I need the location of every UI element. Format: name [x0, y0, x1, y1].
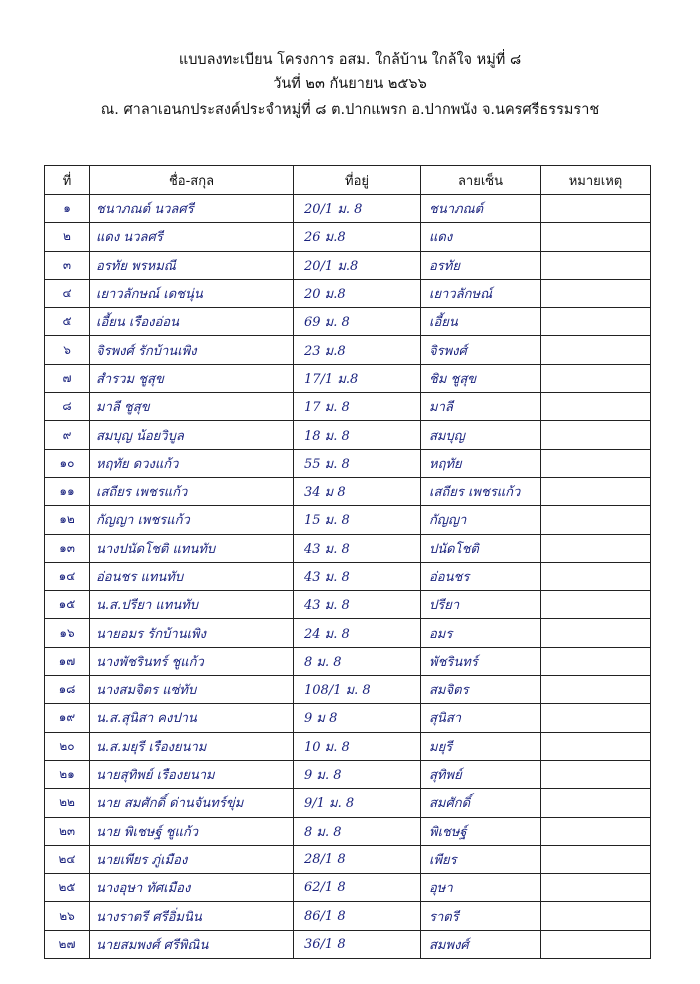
participant-signature: อ่อนชร — [421, 562, 541, 590]
participant-note — [541, 704, 651, 732]
participant-name: น.ส.ปรียา แทนทับ — [90, 591, 294, 619]
participant-signature: ปรียา — [421, 591, 541, 619]
table-row — [45, 619, 651, 647]
row-number: ๑๒ — [45, 506, 90, 534]
participant-address: 17 ม. 8 — [294, 393, 421, 421]
table-row — [45, 562, 651, 590]
participant-address: 26 ม.8 — [294, 223, 421, 251]
form-location: ณ. ศาลาเอนกประสงค์ประจำหมู่ที่ ๘ ต.ปากแพรก อ.ปากพนัง จ.นครศรีธรรมราช — [100, 102, 600, 118]
table-row — [45, 817, 651, 845]
table-row — [45, 647, 651, 675]
participant-note — [541, 279, 651, 307]
participant-note — [541, 195, 651, 223]
table-row — [45, 930, 651, 958]
participant-address: 34 ม 8 — [294, 477, 421, 505]
participant-signature: พัชรินทร์ — [421, 647, 541, 675]
participant-name: นายอมร รักบ้านเพิง — [90, 619, 294, 647]
participant-name: นาย สมศักดิ์ ด่านจันทร์ขุ่ม — [90, 789, 294, 817]
participant-signature: ชนาภณต์ — [421, 195, 541, 223]
participant-address: 8 ม. 8 — [294, 817, 421, 845]
participant-name: เยาวลักษณ์ เดชนุ่น — [90, 279, 294, 307]
participant-name: อ่อนชร แทนทับ — [90, 562, 294, 590]
participant-signature: หฤทัย — [421, 449, 541, 477]
table-row — [45, 336, 651, 364]
participant-name: นายสมพงศ์ ศรีพิณิน — [90, 930, 294, 958]
participant-note — [541, 364, 651, 392]
table-row — [45, 760, 651, 788]
participant-name: หฤทัย ดวงแก้ว — [90, 449, 294, 477]
participant-address: 23 ม.8 — [294, 336, 421, 364]
participant-name: นางสมจิตร แซ่ทับ — [90, 676, 294, 704]
participant-name: แดง นวลศรี — [90, 223, 294, 251]
table-row — [45, 421, 651, 449]
table-row — [45, 364, 651, 392]
participant-name: สมบุญ น้อยวิบูล — [90, 421, 294, 449]
participant-address: 36/1 8 — [294, 930, 421, 958]
row-number: ๑๔ — [45, 562, 90, 590]
column-header-note: หมายเหตุ — [541, 166, 651, 195]
participant-name: เอี้ยน เรืองอ่อน — [90, 308, 294, 336]
participant-address: 17/1 ม.8 — [294, 364, 421, 392]
participant-address: 62/1 8 — [294, 874, 421, 902]
participant-name: น.ส.สุนิสา คงปาน — [90, 704, 294, 732]
row-number: ๓ — [45, 251, 90, 279]
participant-note — [541, 789, 651, 817]
participant-note — [541, 562, 651, 590]
table-row — [45, 845, 651, 873]
column-header-name: ชื่อ-สกุล — [90, 166, 294, 195]
participant-address: 15 ม. 8 — [294, 506, 421, 534]
participant-address: 69 ม. 8 — [294, 308, 421, 336]
row-number: ๔ — [45, 279, 90, 307]
participant-signature: พิเชษฐ์ — [421, 817, 541, 845]
column-header-address: ที่อยู่ — [294, 166, 421, 195]
row-number: ๑๓ — [45, 534, 90, 562]
row-number: ๒๓ — [45, 817, 90, 845]
table-row — [45, 223, 651, 251]
table-row — [45, 534, 651, 562]
participant-name: น.ส.มยุรี เรืองยนาม — [90, 732, 294, 760]
participant-note — [541, 732, 651, 760]
participant-name: นางปนัดโชติ แทนทับ — [90, 534, 294, 562]
column-header-number: ที่ — [45, 166, 90, 195]
table-row — [45, 704, 651, 732]
row-number: ๘ — [45, 393, 90, 421]
participant-signature: สมบุญ — [421, 421, 541, 449]
row-number: ๒๑ — [45, 760, 90, 788]
column-header-signature: ลายเซ็น — [421, 166, 541, 195]
participant-signature: เสถียร เพชรแก้ว — [421, 477, 541, 505]
row-number: ๒๒ — [45, 789, 90, 817]
table-row — [45, 789, 651, 817]
participant-note — [541, 930, 651, 958]
row-number: ๒๔ — [45, 845, 90, 873]
participant-name: นางอุษา ทัศเมือง — [90, 874, 294, 902]
participant-name: ชนาภณต์ นวลศรี — [90, 195, 294, 223]
row-number: ๖ — [45, 336, 90, 364]
participant-note — [541, 591, 651, 619]
participant-signature: อุษา — [421, 874, 541, 902]
participant-address: 9 ม. 8 — [294, 760, 421, 788]
table-row — [45, 477, 651, 505]
table-row — [45, 393, 651, 421]
participant-signature: กัญญา — [421, 506, 541, 534]
row-number: ๒๐ — [45, 732, 90, 760]
table-row — [45, 279, 651, 307]
participant-name: จิรพงศ์ รักบ้านเพิง — [90, 336, 294, 364]
table-row — [45, 251, 651, 279]
table-header-row — [45, 166, 651, 195]
participant-note — [541, 477, 651, 505]
participant-signature: เพียร — [421, 845, 541, 873]
participant-address: 55 ม. 8 — [294, 449, 421, 477]
row-number: ๑๖ — [45, 619, 90, 647]
row-number: ๒๗ — [45, 930, 90, 958]
form-title: แบบลงทะเบียน โครงการ อสม. ใกล้บ้าน ใกล้ใจ หมู่ที่ ๘ — [178, 52, 522, 68]
participant-note — [541, 874, 651, 902]
participant-signature: ราตรี — [421, 902, 541, 930]
participant-signature: เอี้ยน — [421, 308, 541, 336]
participant-name: กัญญา เพชรแก้ว — [90, 506, 294, 534]
participant-name: นายเพียร ภู่เมือง — [90, 845, 294, 873]
participant-note — [541, 902, 651, 930]
participant-name: นาย พิเชษฐ์ ชูแก้ว — [90, 817, 294, 845]
row-number: ๒๕ — [45, 874, 90, 902]
participant-name: สำรวม ชูสุข — [90, 364, 294, 392]
table-row — [45, 308, 651, 336]
row-number: ๙ — [45, 421, 90, 449]
participant-address: 18 ม. 8 — [294, 421, 421, 449]
participant-signature: ชิม ชูสุข — [421, 364, 541, 392]
participant-address: 20/1 ม.8 — [294, 251, 421, 279]
table-row — [45, 195, 651, 223]
row-number: ๑ — [45, 195, 90, 223]
participant-signature: มยุรี — [421, 732, 541, 760]
participant-address: 86/1 8 — [294, 902, 421, 930]
row-number: ๗ — [45, 364, 90, 392]
participant-name: นายสุทิพย์ เรืองยนาม — [90, 760, 294, 788]
participant-address: 10 ม. 8 — [294, 732, 421, 760]
participant-address: 9 ม 8 — [294, 704, 421, 732]
participant-note — [541, 223, 651, 251]
participant-signature: อรทัย — [421, 251, 541, 279]
participant-address: 8 ม. 8 — [294, 647, 421, 675]
participant-note — [541, 817, 651, 845]
table-row — [45, 732, 651, 760]
participant-signature: มาลี — [421, 393, 541, 421]
participant-note — [541, 336, 651, 364]
participant-address: 43 ม. 8 — [294, 562, 421, 590]
table-row — [45, 874, 651, 902]
participant-note — [541, 619, 651, 647]
participant-note — [541, 534, 651, 562]
participant-signature: สุนิสา — [421, 704, 541, 732]
participant-note — [541, 506, 651, 534]
row-number: ๑๘ — [45, 676, 90, 704]
participant-note — [541, 647, 651, 675]
row-number: ๑๑ — [45, 477, 90, 505]
participant-note — [541, 308, 651, 336]
table-row — [45, 506, 651, 534]
participant-address: 24 ม. 8 — [294, 619, 421, 647]
participant-signature: สมจิตร — [421, 676, 541, 704]
participant-address: 9/1 ม. 8 — [294, 789, 421, 817]
participant-address: 28/1 8 — [294, 845, 421, 873]
table-body — [45, 195, 651, 959]
participant-note — [541, 845, 651, 873]
participant-address: 43 ม. 8 — [294, 591, 421, 619]
participant-note — [541, 760, 651, 788]
row-number: ๒๖ — [45, 902, 90, 930]
participant-address: 43 ม. 8 — [294, 534, 421, 562]
participant-signature: เยาวลักษณ์ — [421, 279, 541, 307]
participant-signature: จิรพงศ์ — [421, 336, 541, 364]
participant-note — [541, 676, 651, 704]
participant-name: มาลี ชูสุข — [90, 393, 294, 421]
participant-note — [541, 421, 651, 449]
participant-signature: สมพงศ์ — [421, 930, 541, 958]
participant-name: นางพัชรินทร์ ชูแก้ว — [90, 647, 294, 675]
table-row — [45, 591, 651, 619]
registration-table — [44, 165, 651, 959]
table-row — [45, 449, 651, 477]
row-number: ๑๙ — [45, 704, 90, 732]
participant-signature: สมศักดิ์ — [421, 789, 541, 817]
participant-note — [541, 449, 651, 477]
form-date: วันที่ ๒๓ กันยายน ๒๕๖๖ — [273, 76, 427, 92]
participant-signature: อมร — [421, 619, 541, 647]
row-number: ๑๐ — [45, 449, 90, 477]
participant-note — [541, 393, 651, 421]
participant-signature: แดง — [421, 223, 541, 251]
participant-signature: ปนัดโชติ — [421, 534, 541, 562]
participant-name: นางราตรี ศรีอิ่มนิน — [90, 902, 294, 930]
participant-name: เสถียร เพชรแก้ว — [90, 477, 294, 505]
participant-note — [541, 251, 651, 279]
row-number: ๑๗ — [45, 647, 90, 675]
row-number: ๒ — [45, 223, 90, 251]
participant-address: 20/1 ม. 8 — [294, 195, 421, 223]
table-row — [45, 676, 651, 704]
participant-address: 20 ม.8 — [294, 279, 421, 307]
participant-address: 108/1 ม. 8 — [294, 676, 421, 704]
table-row — [45, 902, 651, 930]
participant-name: อรทัย พรหมณี — [90, 251, 294, 279]
row-number: ๕ — [45, 308, 90, 336]
row-number: ๑๕ — [45, 591, 90, 619]
participant-signature: สุทิพย์ — [421, 760, 541, 788]
